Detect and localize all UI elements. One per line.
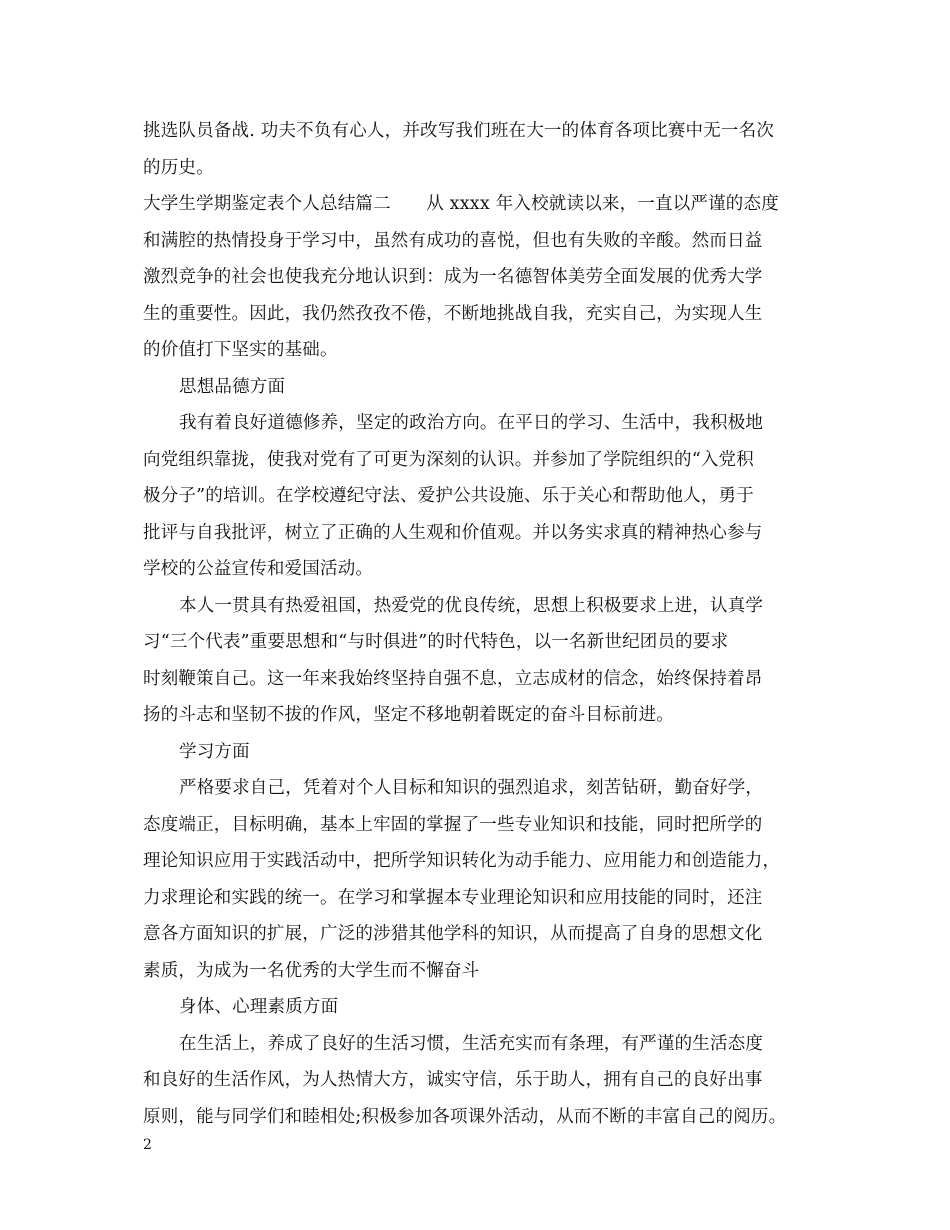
text-line: 理论知识应用于实践活动中，把所学知识转化为动手能力、应用能力和创造能力， (143, 851, 781, 871)
text-line: 扬的斗志和坚韧不拔的作风，坚定不移地朝着既定的奋斗目标前进。 (143, 705, 674, 725)
text-line: 态度端正，目标明确，基本上牢固的掌握了一些专业知识和技能，同时把所学的 (143, 814, 763, 835)
section-title-line: 大学生学期鉴定表个人总结篇二 从 xxxx 年入校就读以来，一直以严谨的态度 (143, 194, 779, 214)
text-line: 习“三个代表”重要思想和“与时俱进”的时代特色，以一名新世纪团员的要求 (143, 632, 729, 652)
body-text (143, 113, 823, 1135)
text-line: 学校的公益宣传和爱国活动。 (143, 559, 374, 579)
text-line: 挑选队员备战. 功夫不负有心人，并改写我们班在大一的体育各项比赛中无一名次 (143, 121, 775, 141)
text-line: 原则，能与同学们和睦相处;积极参加各项课外活动，从而不断的丰富自己的阅历。 (143, 1106, 787, 1127)
text-line: 在生活上，养成了良好的生活习惯，生活充实而有条理，有严谨的生活态度 (179, 1033, 764, 1054)
text-line: 极分子”的培训。在学校遵纪守法、爱护公共设施、乐于关心和帮助他人，勇于 (143, 486, 754, 506)
text-line: 激烈竞争的社会也使我充分地认识到：成为一名德智体美劳全面发展的优秀大学 (143, 267, 763, 287)
text-line: 和良好的生活作风，为人热情大方，诚实守信，乐于助人，拥有自己的良好出事 (143, 1070, 763, 1090)
text-line: 的价值打下坚实的基础。 (143, 340, 338, 360)
text-line: 意各方面知识的扩展，广泛的涉猎其他学科的知识，从而提高了自身的思想文化 (143, 924, 763, 944)
text-line: 的历史。 (143, 157, 214, 178)
text-line: 素质，为成为一名优秀的大学生而不懈奋斗 (143, 960, 480, 981)
subheading-moral: 思想品德方面 (179, 376, 286, 397)
text-line: 本人一贯具有热爱祖国，热爱党的优良传统，思想上积极要求上进，认真学 (179, 595, 764, 616)
subheading-health: 身体、心理素质方面 (179, 997, 339, 1017)
text-line: 生的重要性。因此，我仍然孜孜不倦，不断地挑战自我，充实自己，为实现人生 (143, 303, 763, 324)
text-line: 批评与自我批评，树立了正确的人生观和价值观。并以务实求真的精神热心参与 (143, 522, 763, 543)
text-line: 我有着良好道德修养，坚定的政治方向。在平日的学习、生活中，我积极地 (179, 413, 764, 433)
subheading-study: 学习方面 (179, 741, 250, 762)
page-number: 2 (143, 1137, 152, 1153)
text-line: 时刻鞭策自己。这一年来我始终坚持自强不息，立志成材的信念，始终保持着昂 (143, 668, 763, 689)
text-line: 严格要求自己，凭着对个人目标和知识的强烈追求，刻苦钻研，勤奋好学， (179, 778, 764, 798)
text-line: 力求理论和实践的统一。在学习和掌握本专业理论知识和应用技能的同时，还注 (143, 887, 763, 908)
text-line: 向党组织靠拢，使我对党有了可更为深刻的认识。并参加了学院组织的“入党积 (143, 449, 754, 470)
text-line: 和满腔的热情投身于学习中，虽然有成功的喜悦，但也有失败的辛酸。然而日益 (143, 230, 763, 251)
